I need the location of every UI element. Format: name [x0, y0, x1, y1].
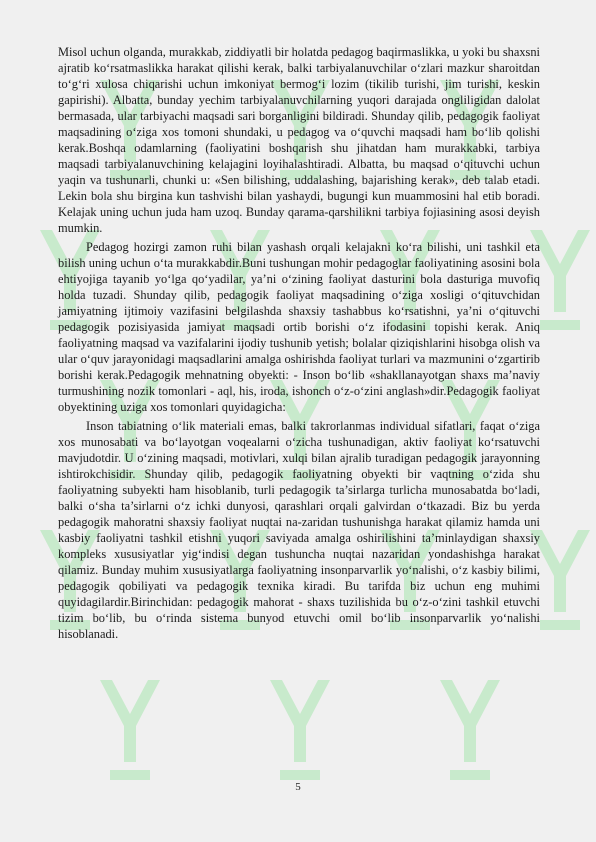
- paragraph-1: Misol uchun olganda, murakkab, ziddiyatli bir holatda pedagog baqirmaslikka, u yoki bu shaxsni ajratib ko‘rsatmaslikka harakat qilishi kerak, balki tarbiyalanuvchilar o‘zlari mazkur sharoitdan to‘g‘ri xulosa chiqarishi uchun imkoniyat bermog‘i lozim (tikilib turishi, jim turishi, keskin gapirishi). Albatta, bunday yechim tarbiyalanuvchilarning yuqori darajada ongliligidan dalolat bermasada, ular tarbiyachi maqsadi sari borganligini bildiradi. Shunday qilib, pedagogik faoliyat maqsadining o‘ziga xos tomoni shundaki, u pedagog va o‘quvchi maqsadi ham bo‘lib qolishi kerak.Boshqa odamlarning (faoliyatini boshqarish shu jihatdan ham murakkabki, tarbiya maqsadi tarbiyalanuvchining kelajagini loyihalashtiradi. Albatta, bu maqsad o‘qituvchi uchun yaqin va tushunarli, chunki u: «Sen bilishing, uddalashing, bajarishing kerak», deb talab etadi. Lekin bola shu birgina kun tashvishi bilan yashaydi, bugungi kun muammosini hal etib boradi. Kelajak uning uchun juda ham uzoq. Bunday qarama-qarshilikni tarbiya fojiasining asosi deyish mumkin.: [58, 45, 540, 235]
- page-number: 5: [295, 781, 301, 793]
- document-body: [58, 44, 540, 645]
- paragraph-2: Pedagog hozirgi zamon ruhi bilan yashash orqali kelajakni ko‘ra bilishi, uni tashkil eta bilish uning uchun o‘ta murakkabdir.Buni tushungan mohir pedagoglar faoliyatining asosini bola ehtiyojiga tayanib yo‘lga qo‘yadilar, ya’ni o‘zining faoliyat dasturini bola dasturiga muvofiq holda tuzadi. Shunday qilib, pedagogik faoliyat maqsadining o‘ziga xosligi o‘qituvchidan jamiyatning ijtimoiy vazifasini belgilashda shaxsiy tashabbus ko‘rsatishni, ya’ni o‘qituvchi pedagogik pozisiyasida jamiyat maqsadi ortib borishi o‘z ifodasini topishi kerak. Aniq faoliyatning maqsad va vazifalarini ijodiy tushunib yetish; bolalar qiziqishlarini hisobga olish va ular o‘quv jarayonidagi maqsadlarini amalga oshirishda faoliyat turlari va mazmunini o‘zgartirib borishi kerak.Pedagogik mehnatning obyekti: - Inson bo‘lib «shakllanayotgan shaxs ma’naviy turmushining nozik tomonlari - aql, his, iroda, ishonch o‘z-o‘zini anglash»dir.Pedagogik faoliyat obyektining uziga xos tomonlari quyidagicha:: [58, 240, 540, 414]
- paragraph-3: Inson tabiatning o‘lik materiali emas, balki takrorlanmas individual sifatlari, faqat o‘ziga xos munosabati va bo‘layotgan voqealarni o‘zicha tushunadigan, aktiv faoliyat ko‘rsatuvchi mavjudotdir. U o‘zining maqsadi, motivlari, xulqi bilan ajralib turadigan pedagogik jarayonning ishtirokchisidir. Shunday qilib, pedagogik faoliyatning obyekti bir vaqtning o‘zida shu faoliyatning subyekti ham hisoblanib, turli pedagogik ta’sirlarga turlicha munosabatda bo‘ladi, balki o‘sha ta’sirlarni o‘z ichki dunyosi, qarashlari orqali galvirdan o‘tkazadi. Biz bu yerda pedagogik mahoratni shaxsiy faoliyat nuqtai na-zaridan tushunishga harakat qilamiz hamda uni kasbiy faoliyatni tashkil etishni yuqori saviyada amalga oshirilishini ta’minlaydigan shaxsiy kompleks xususiyatlar yig‘indisi degan tushuncha nuqtai nazaridan yondashishga harakat qilamiz. Bunday muhim xususiyatlarga faoliyatning insonparvarlik yo‘nalishi, o‘z kasbiy bilimi, pedagogik qobiliyati va pedagogik texnika kiradi. Bu tarifda biz uchun eng muhimi quyidagilardir.Birinchidan: pedagogik mahorat - shaxs tuzilishida bu o‘z-o‘zini tashkil etuvchi tizim bo‘lib, bu o‘rinda sistema bunyod etuvchi omil bo‘lib insonparvarlik yo‘nalishi hisoblanadi.: [58, 419, 540, 641]
